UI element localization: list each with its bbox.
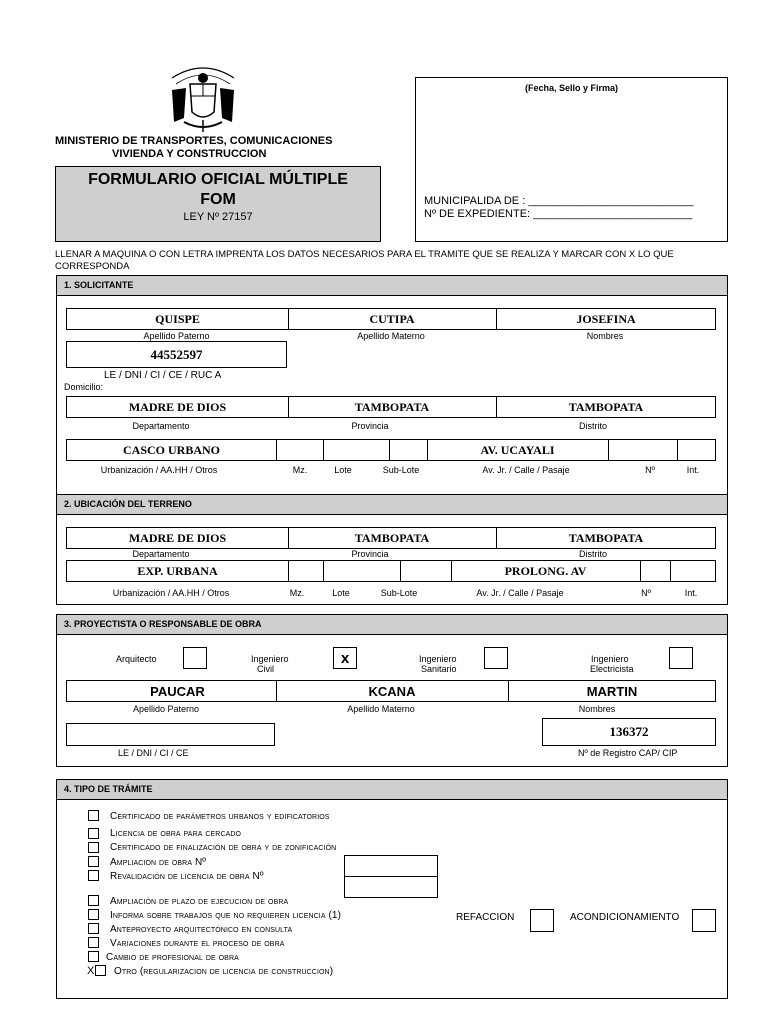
solicitante-departamento[interactable]: MADRE DE DIOS bbox=[128, 399, 227, 414]
stamp-label: (Fecha, Sello y Firma) bbox=[524, 83, 619, 93]
checkbox-tramite-7[interactable] bbox=[88, 909, 99, 920]
checkbox-acondicionamiento[interactable] bbox=[692, 909, 716, 932]
lbl-nombres: Nombres bbox=[586, 331, 624, 341]
lbl-domicilio: Domicilio: bbox=[64, 382, 104, 392]
solicitante-distrito[interactable]: TAMBOPATA bbox=[568, 399, 644, 414]
tramite-item-2: Licencia de obra para cercado bbox=[110, 828, 242, 839]
checkbox-tramite-1[interactable] bbox=[88, 810, 99, 821]
checkbox-tramite-9[interactable] bbox=[88, 937, 99, 948]
proyectista-nombres[interactable]: MARTIN bbox=[586, 683, 638, 699]
lbl-terreno-lote: Lote bbox=[332, 588, 350, 598]
lbl-proyectista-paterno: Apellido Paterno bbox=[132, 704, 200, 714]
lbl-distrito: Distrito bbox=[578, 421, 607, 431]
lbl-provincia: Provincia bbox=[351, 421, 389, 431]
lbl-ing-electricista-1: Ingeniero bbox=[591, 654, 629, 664]
form-code: FOM bbox=[200, 191, 236, 208]
checkbox-ing-civil[interactable] bbox=[333, 647, 357, 669]
checkbox-tramite-5[interactable] bbox=[88, 870, 99, 881]
terreno-ubicacion-row bbox=[66, 527, 716, 549]
lbl-lote: Lote bbox=[334, 465, 352, 475]
lbl-terreno-distrito: Distrito bbox=[578, 549, 607, 559]
form-title: FORMULARIO OFICIAL MÚLTIPLE bbox=[88, 171, 348, 188]
ampliacion-numero-field[interactable] bbox=[344, 855, 438, 877]
checkbox-tramite-8[interactable] bbox=[88, 923, 99, 934]
terreno-via[interactable]: PROLONG. AV bbox=[504, 563, 587, 578]
lbl-terreno-interior: Int. bbox=[684, 588, 698, 598]
tramite-item-10: Cambio de profesional de obra bbox=[106, 952, 239, 963]
section-proyectista-header: 3. PROYECTISTA O RESPONSABLE DE OBRA bbox=[56, 614, 728, 635]
lbl-departamento: Departamento bbox=[132, 421, 190, 431]
checkbox-arquitecto[interactable] bbox=[183, 647, 207, 669]
lbl-numero: Nº bbox=[645, 465, 655, 475]
tramite-item-8: Anteproyecto arquitectónico en consulta bbox=[110, 924, 293, 935]
solicitante-documento[interactable]: 44552597 bbox=[66, 341, 287, 368]
solicitante-urbanizacion[interactable]: CASCO URBANO bbox=[122, 442, 220, 457]
solicitante-ubicacion-row bbox=[66, 396, 716, 418]
checkbox-refaccion[interactable] bbox=[530, 909, 554, 932]
proyectista-apellido-paterno[interactable]: PAUCAR bbox=[150, 683, 205, 699]
terreno-provincia[interactable]: TAMBOPATA bbox=[354, 530, 430, 545]
lbl-terreno-urbanizacion: Urbanización / AA.HH / Otros bbox=[112, 588, 230, 598]
lbl-ing-sanitario-2: Sanitario bbox=[421, 664, 457, 674]
tramite-item-1: Certificado de parámetros urbanos y edificatorios bbox=[110, 811, 330, 822]
terreno-direccion-row bbox=[66, 560, 716, 582]
law-number: LEY Nº 27157 bbox=[183, 211, 253, 223]
checkbox-ing-electricista[interactable] bbox=[669, 647, 693, 669]
solicitante-apellido-materno[interactable]: CUTIPA bbox=[369, 311, 415, 326]
lbl-sublote: Sub-Lote bbox=[382, 465, 420, 475]
terreno-distrito[interactable]: TAMBOPATA bbox=[568, 530, 644, 545]
terreno-departamento[interactable]: MADRE DE DIOS bbox=[128, 530, 227, 545]
revalidacion-numero-field[interactable] bbox=[344, 876, 438, 898]
proyectista-documento[interactable] bbox=[66, 723, 275, 746]
lbl-proyectista-registro: Nº de Registro CAP/ CIP bbox=[578, 748, 678, 758]
lbl-arquitecto: Arquitecto bbox=[116, 654, 157, 664]
lbl-refaccion: REFACCION bbox=[456, 912, 515, 923]
lbl-ing-civil-2: Civil bbox=[257, 664, 274, 674]
lbl-apellido-materno: Apellido Materno bbox=[357, 331, 425, 341]
checkbox-ing-sanitario[interactable] bbox=[484, 647, 508, 669]
lbl-acondicionamiento: ACONDICIONAMIENTO bbox=[570, 912, 680, 923]
lbl-terreno-departamento: Departamento bbox=[132, 549, 190, 559]
lbl-terreno-numero: Nº bbox=[641, 588, 651, 598]
lbl-via: Av. Jr. / Calle / Pasaje bbox=[482, 465, 570, 475]
peru-coat-of-arms-icon bbox=[164, 62, 242, 136]
ministry-line-1: MINISTERIO DE TRANSPORTES, COMUNICACIONES bbox=[55, 135, 333, 147]
tramite-item-3: Certificado de finalización de obra y de zonificación bbox=[110, 842, 337, 853]
expediente-field[interactable]: Nº DE EXPEDIENTE: __________________________ bbox=[424, 208, 693, 220]
lbl-terreno-provincia: Provincia bbox=[351, 549, 389, 559]
lbl-terreno-via: Av. Jr. / Calle / Pasaje bbox=[476, 588, 564, 598]
lbl-interior: Int. bbox=[686, 465, 700, 475]
checkbox-tramite-6[interactable] bbox=[88, 895, 99, 906]
lbl-proyectista-materno: Apellido Materno bbox=[347, 704, 415, 714]
tramite-item-9: Variaciones durante el proceso de obra bbox=[110, 938, 285, 949]
solicitante-name-row bbox=[66, 308, 716, 330]
lbl-ing-civil-1: Ingeniero bbox=[251, 654, 289, 664]
lbl-documento: LE / DNI / CI / CE / RUC A bbox=[104, 370, 222, 381]
checkbox-tramite-3[interactable] bbox=[88, 842, 99, 853]
proyectista-apellido-materno[interactable]: KCANA bbox=[368, 683, 416, 699]
solicitante-direccion-row bbox=[66, 439, 716, 461]
civil-mark: x bbox=[340, 649, 350, 667]
tramite-item-4: Ampliacion de obra Nº bbox=[110, 857, 207, 868]
solicitante-provincia[interactable]: TAMBOPATA bbox=[354, 399, 430, 414]
checkbox-tramite-10[interactable] bbox=[88, 951, 99, 962]
tramite-item-5: Revalidación de licencia de obra Nº bbox=[110, 871, 264, 882]
lbl-proyectista-documento: LE / DNI / CI / CE bbox=[118, 748, 189, 758]
lbl-ing-sanitario-1: Ingeniero bbox=[419, 654, 457, 664]
proyectista-registro[interactable]: 136372 bbox=[542, 718, 716, 746]
instructions: LLENAR A MAQUINA O CON LETRA IMPRENTA LOS DATOS NECESARIOS PARA EL TRAMITE QUE SE REALIZA Y MARCAR CON X LO QUE CORRESPONDA bbox=[55, 249, 674, 272]
proyectista-name-row bbox=[66, 680, 716, 702]
lbl-apellido-paterno: Apellido Paterno bbox=[143, 331, 210, 341]
section-terreno-header: 2. UBICACIÓN DEL TERRENO bbox=[56, 494, 728, 515]
municipalidad-field[interactable]: MUNICIPALIDA DE : ___________________________ bbox=[424, 195, 694, 207]
checkbox-tramite-4[interactable] bbox=[88, 856, 99, 867]
tramite-item-11: Otro (regularizacion de licencia de construccion) bbox=[114, 966, 334, 977]
terreno-urbanizacion[interactable]: EXP. URBANA bbox=[137, 563, 218, 578]
solicitante-via[interactable]: AV. UCAYALI bbox=[480, 442, 555, 457]
lbl-ing-electricista-2: Electricista bbox=[590, 664, 634, 674]
section-tramite-header: 4. TIPO DE TRÁMITE bbox=[56, 779, 728, 800]
tramite-item-6: Ampliación de plazo de ejecucion de obra bbox=[110, 896, 289, 907]
lbl-terreno-sublote: Sub-Lote bbox=[380, 588, 418, 598]
checkbox-tramite-11[interactable] bbox=[95, 965, 106, 976]
lbl-mz: Mz. bbox=[292, 465, 308, 475]
solicitante-apellido-paterno[interactable]: QUISPE bbox=[155, 311, 200, 326]
lbl-urbanizacion: Urbanización / AA.HH / Otros bbox=[100, 465, 218, 475]
checkbox-tramite-2[interactable] bbox=[88, 828, 99, 839]
form-title-box bbox=[55, 166, 381, 242]
ministry-line-2: VIVIENDA Y CONSTRUCCION bbox=[112, 148, 267, 160]
stamp-box bbox=[415, 77, 728, 242]
tramite-item-7: Informa sobre trabajos que no requieren licencia (1) bbox=[110, 910, 342, 921]
solicitante-nombres[interactable]: JOSEFINA bbox=[576, 311, 636, 326]
lbl-proyectista-nombres: Nombres bbox=[578, 704, 616, 714]
lbl-terreno-mz: Mz. bbox=[289, 588, 305, 598]
otro-mark: X bbox=[87, 965, 95, 977]
section-solicitante-header: 1. SOLICITANTE bbox=[56, 275, 728, 296]
